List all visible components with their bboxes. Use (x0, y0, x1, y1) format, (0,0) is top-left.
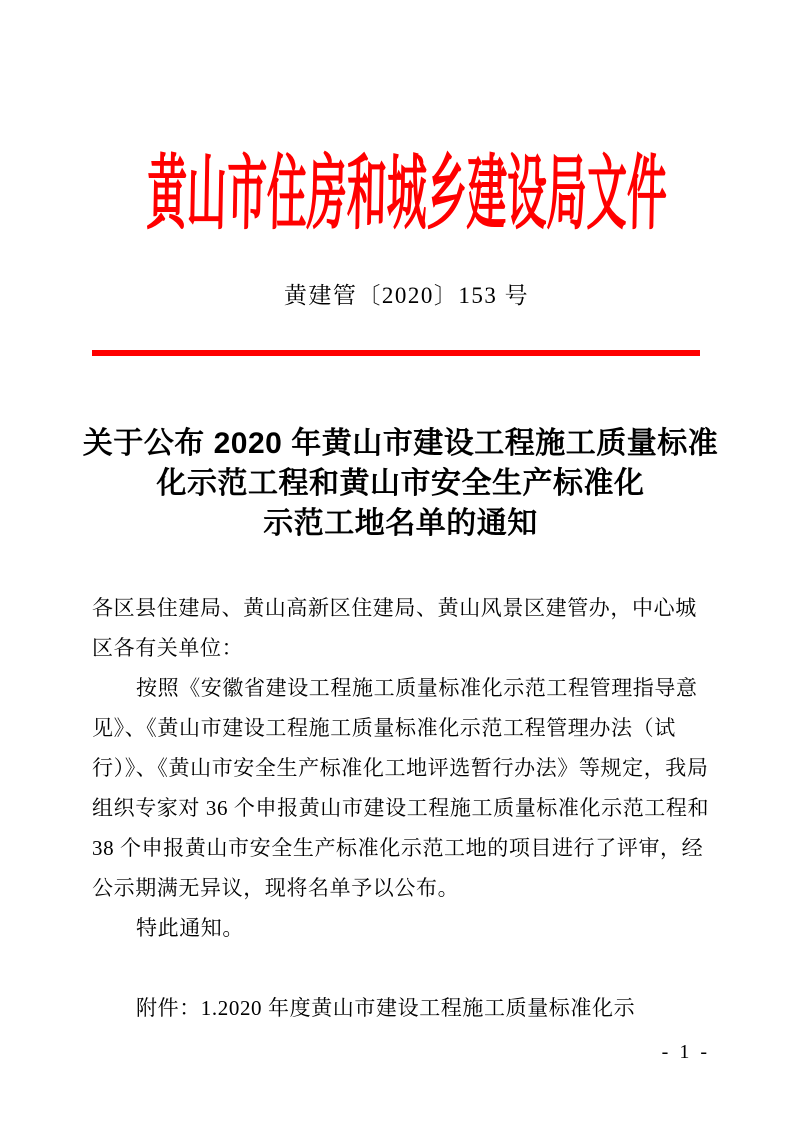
document-body (92, 588, 708, 1028)
body-line: 组织专家对 36 个申报黄山市建设工程施工质量标准化示范工程和 (92, 796, 710, 820)
blank-line-spacer (92, 948, 708, 988)
attachment-line: 附件：1.2020 年度黄山市建设工程施工质量标准化示 (136, 996, 636, 1020)
title-line-1: 关于公布 2020 年黄山市建设工程施工质量标准 (82, 427, 719, 460)
body-line: 各区县住建局、黄山高新区住建局、黄山风景区建管办，中心城 (92, 596, 697, 620)
red-divider-line (92, 350, 700, 356)
body-line: 行）》、《黄山市安全生产标准化工地评选暂行办法》等规定，我局 (92, 756, 709, 780)
body-line: 区各有关单位： (92, 636, 244, 660)
body-line: 公示期满无异议，现将名单予以公布。 (92, 876, 460, 900)
document-number: 黄建管〔2020〕153 号 (283, 283, 530, 308)
title-line-3: 示范工地名单的通知 (263, 507, 538, 540)
document-title (4, 424, 793, 544)
body-line: 按照《安徽省建设工程施工质量标准化示范工程管理指导意 (136, 676, 698, 700)
body-line: 见》、《黄山市建设工程施工质量标准化示范工程管理办法（试 (92, 716, 676, 740)
body-line: 38 个申报黄山市安全生产标准化示范工地的项目进行了评审，经 (92, 836, 704, 860)
page-number: - 1 - (661, 1041, 710, 1063)
body-line-closing: 特此通知。 (136, 916, 244, 940)
title-line-2: 化示范工程和黄山市安全生产标准化 (156, 467, 645, 500)
agency-masthead-text: 黄山市住房和城乡建设局文件 (145, 147, 668, 240)
